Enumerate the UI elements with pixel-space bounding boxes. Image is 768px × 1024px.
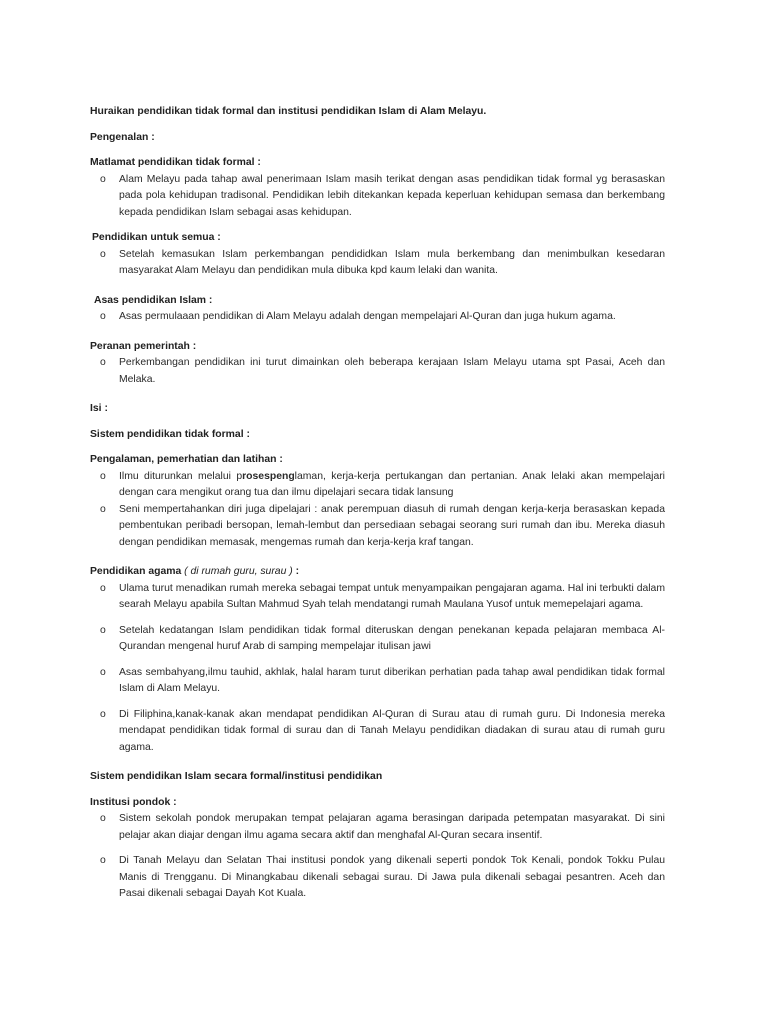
bullet-marker: o <box>100 666 106 678</box>
heading-pendidikan-agama: Pendidikan agama ( di rumah guru, surau ) : <box>90 566 300 577</box>
bullet-marker: o <box>100 248 106 260</box>
bullet-marker: o <box>100 311 106 322</box>
list-item: o Asas permulaaan pendidikan di Alam Melayu adalah dengan mempelajari Al-Quran dan juga hukum agama. <box>90 309 665 326</box>
list-matlamat <box>90 172 665 222</box>
bullet-marker: o <box>100 173 106 185</box>
list-peranan-pemerintah <box>90 355 665 388</box>
bullet-marker: o <box>100 813 106 824</box>
heading-peranan-pemerintah: Peranan pemerintah : <box>90 340 197 352</box>
list-pengalaman <box>90 469 665 552</box>
document-page <box>90 104 665 903</box>
list-asas-pendidikan <box>90 309 665 326</box>
bullet-marker: o <box>100 582 106 594</box>
bullet-marker: o <box>100 855 106 866</box>
document-title: Huraikan pendidikan tidak formal dan institusi pendidikan Islam di Alam Melayu. <box>90 106 487 117</box>
list-item: o Alam Melayu pada tahap awal penerimaan Islam masih terikat dengan asas pendidikan tidak formal yg berasaskan pada pola kehidupan tradisonal. Pendidikan lebih ditekankan kepada keperluan kehidupan semasa dan berkembang kepada pendidikan Islam sebagai asas kehidupan. <box>100 173 665 218</box>
list-pendidikan-untuk-semua <box>90 247 665 280</box>
heading-sistem-tidak-formal: Sistem pendidikan tidak formal : <box>90 428 250 440</box>
bullet-marker: o <box>100 357 106 368</box>
list-institusi-pondok <box>90 811 665 903</box>
list-item: o Ulama turut menadikan rumah mereka sebagai tempat untuk menyampaikan pengajaran agama. Hal ini terbukti dalam searah Melayu apabila Sultan Mahmud Syah telah mendatangi rumah Maulana Yusof untuk memepelajari agama. <box>100 582 665 610</box>
bullet-marker: o <box>100 708 106 720</box>
list-pendidikan-agama <box>90 581 665 757</box>
list-item: o Setelah kedatangan Islam pendidikan tidak formal diteruskan dengan penekanan kepada pelajaran membaca Al-Qurandan mengenal huruf Arab di samping mempelajar itulisan jawi <box>100 624 665 652</box>
heading-pengalaman: Pengalaman, pemerhatian dan latihan : <box>90 454 283 465</box>
list-item: o Seni mempertahankan diri juga dipelajari : anak perempuan diasuh di rumah dengan kerja-kerja berasaskan kepada pembentukan peribadi bersopan, lemah-lembut dan persediaan sebagai seorang suri rumah dan ibu. Mereka diasuh dengan pendidikan memasak, mengemas rumah dan kerja-kerja kraf tangan. <box>100 503 665 548</box>
bullet-marker: o <box>100 470 106 482</box>
bullet-marker: o <box>100 624 106 636</box>
list-item: o Di Filiphina,kanak-kanak akan mendapat pendidikan Al-Quran di Surau atau di rumah guru. Di Indonesia mereka mendapat pendidikan tidak formal di surau dan di Tanah Melayu pendidikan diadakan di surau atau di rumah guru agama. <box>100 708 665 753</box>
heading-matlamat: Matlamat pendidikan tidak formal : <box>90 157 261 168</box>
bullet-marker: o <box>100 503 106 515</box>
list-item: o Ilmu diturunkan melalui prosespenglaman, kerja-kerja pertukangan dan pertanian. Anak lelaki akan mempelajari dengan cara mengikut orang tua dan ilmu dipelajari secara tidak lansung <box>100 470 665 498</box>
heading-isi: Isi : <box>90 403 108 414</box>
list-item: o Sistem sekolah pondok merupakan tempat pelajaran agama berasingan daripada petempatan masyarakat. Di sini pelajar akan diajar dengan ilmu agama secara aktif dan menghafal Al-Quran secara insentif. <box>100 813 665 841</box>
list-item: o Asas sembahyang,ilmu tauhid, akhlak, halal haram turut diberikan perhatian pada tahap awal pendidikan tidak formal Islam di Alam Melayu. <box>100 666 665 694</box>
heading-asas-pendidikan: Asas pendidikan Islam : <box>94 294 213 306</box>
list-item: o Di Tanah Melayu dan Selatan Thai institusi pondok yang dikenali seperti pondok Tok Kenali, pondok Tokku Pulau Manis di Trengganu. Di Minangkabau dikenali sebagai surau. Di Jawa pula dikenali sebagai pesantren. Aceh dan Pasai dikenali sebagai Dayah Kot Kuala. <box>100 855 665 899</box>
heading-pengenalan: Pengenalan : <box>90 131 155 143</box>
list-item: o Perkembangan pendidikan ini turut dimainkan oleh beberapa kerajaan Islam Melayu utama spt Pasai, Aceh dan Melaka. <box>100 357 665 385</box>
list-item: o Setelah kemasukan Islam perkembangan pendididkan Islam mula berkembang dan menimbulkan kesedaran masyarakat Alam Melayu dan pendidikan mula dibuka kpd kaum lelaki dan wanita. <box>100 248 665 276</box>
heading-sistem-formal: Sistem pendidikan Islam secara formal/institusi pendidikan <box>90 771 383 782</box>
heading-institusi-pondok: Institusi pondok : <box>90 796 177 808</box>
heading-pendidikan-untuk-semua: Pendidikan untuk semua : <box>92 232 221 243</box>
